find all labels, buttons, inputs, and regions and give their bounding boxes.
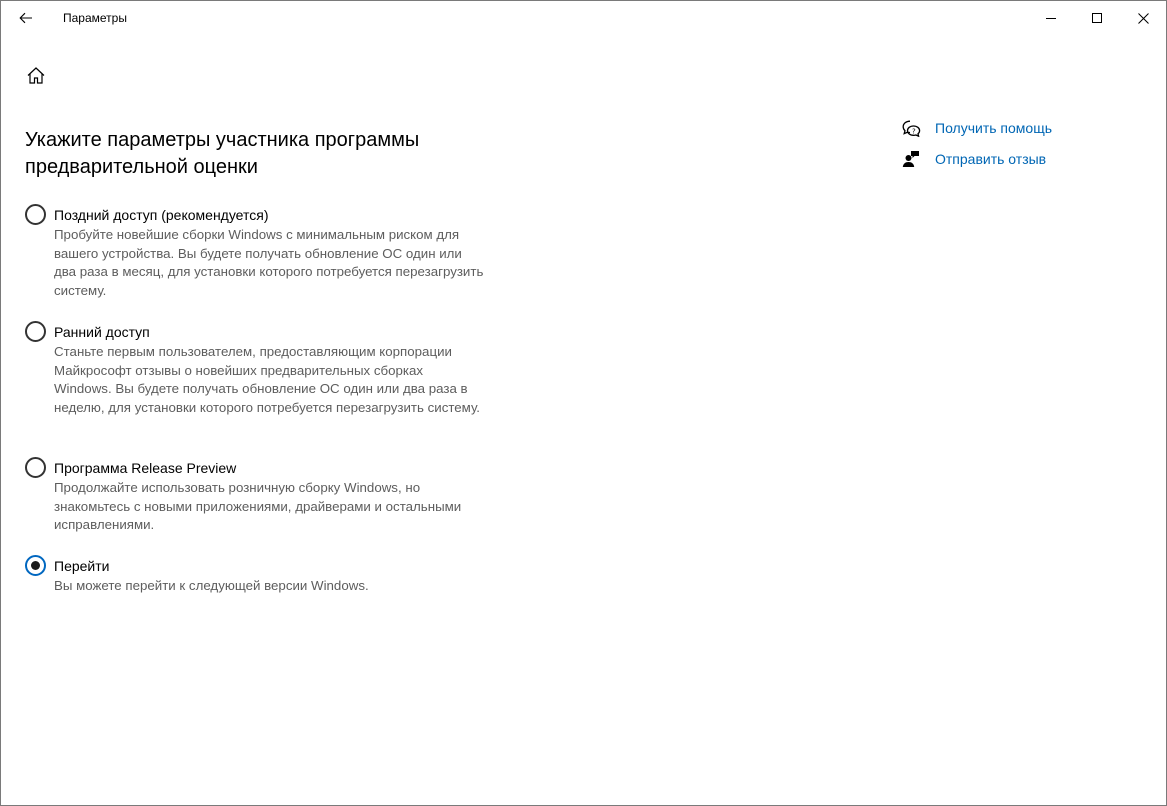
option-description: Пробуйте новейшие сборки Windows с минимальным риском для вашего устройства. Вы будете получать обновление ОС один или два раза в месяц, для установки которого потребуется перезагрузить систему. [54,227,484,299]
option-label: Перейти [54,557,110,574]
back-arrow-icon [19,12,33,24]
minimize-button[interactable] [1028,1,1074,35]
send-feedback-label: Отправить отзыв [935,151,1047,167]
close-icon [1138,13,1149,24]
option-early-access [25,321,485,418]
radio-button[interactable] [25,204,46,225]
option-label: Поздний доступ (рекомендуется) [54,206,269,223]
maximize-button[interactable] [1074,1,1120,35]
home-icon [27,67,45,84]
option-label: Программа Release Preview [54,459,237,476]
radio-switch[interactable] [25,555,485,576]
caption-buttons [1028,1,1166,35]
home-button[interactable] [21,61,51,89]
radio-button[interactable] [25,457,46,478]
window-title: Параметры [63,11,127,25]
related-links [901,117,1052,179]
get-help-link[interactable] [901,117,1052,139]
option-switch [25,555,485,596]
page-title: Укажите параметры участника программы предварительной оценки [25,129,420,178]
minimize-icon [1046,13,1056,23]
feedback-person-icon [901,149,921,169]
radio-early-access[interactable] [25,321,485,342]
help-chat-icon [901,118,921,138]
radio-late-access[interactable] [25,204,485,225]
radio-button-selected[interactable] [25,555,46,576]
option-label: Ранний доступ [54,323,150,340]
get-help-label: Получить помощь [935,120,1053,136]
title-bar [1,1,1166,35]
option-description: Вы можете перейти к следующей версии Windows. [54,578,369,593]
option-description: Продолжайте использовать розничную сборку Windows, но знакомьтесь с новыми приложениями, драйверами и остальными исправлениями. [54,480,462,533]
send-feedback-link[interactable] [901,148,1052,170]
radio-release-preview[interactable] [25,457,485,478]
close-button[interactable] [1120,1,1166,35]
radio-button[interactable] [25,321,46,342]
svg-text:?: ? [911,126,916,135]
option-description: Станьте первым пользователем, предоставляющим корпорации Майкрософт отзывы о новейших предварительных сборках Windows. Вы будете получать обновление ОС один или два раза в неделю, для установки которого потребуется перезагрузить систему. [54,344,480,416]
back-button[interactable] [9,2,43,34]
radio-dot [31,561,40,570]
option-release-preview [25,457,485,535]
option-late-access [25,204,485,301]
maximize-icon [1092,13,1102,23]
